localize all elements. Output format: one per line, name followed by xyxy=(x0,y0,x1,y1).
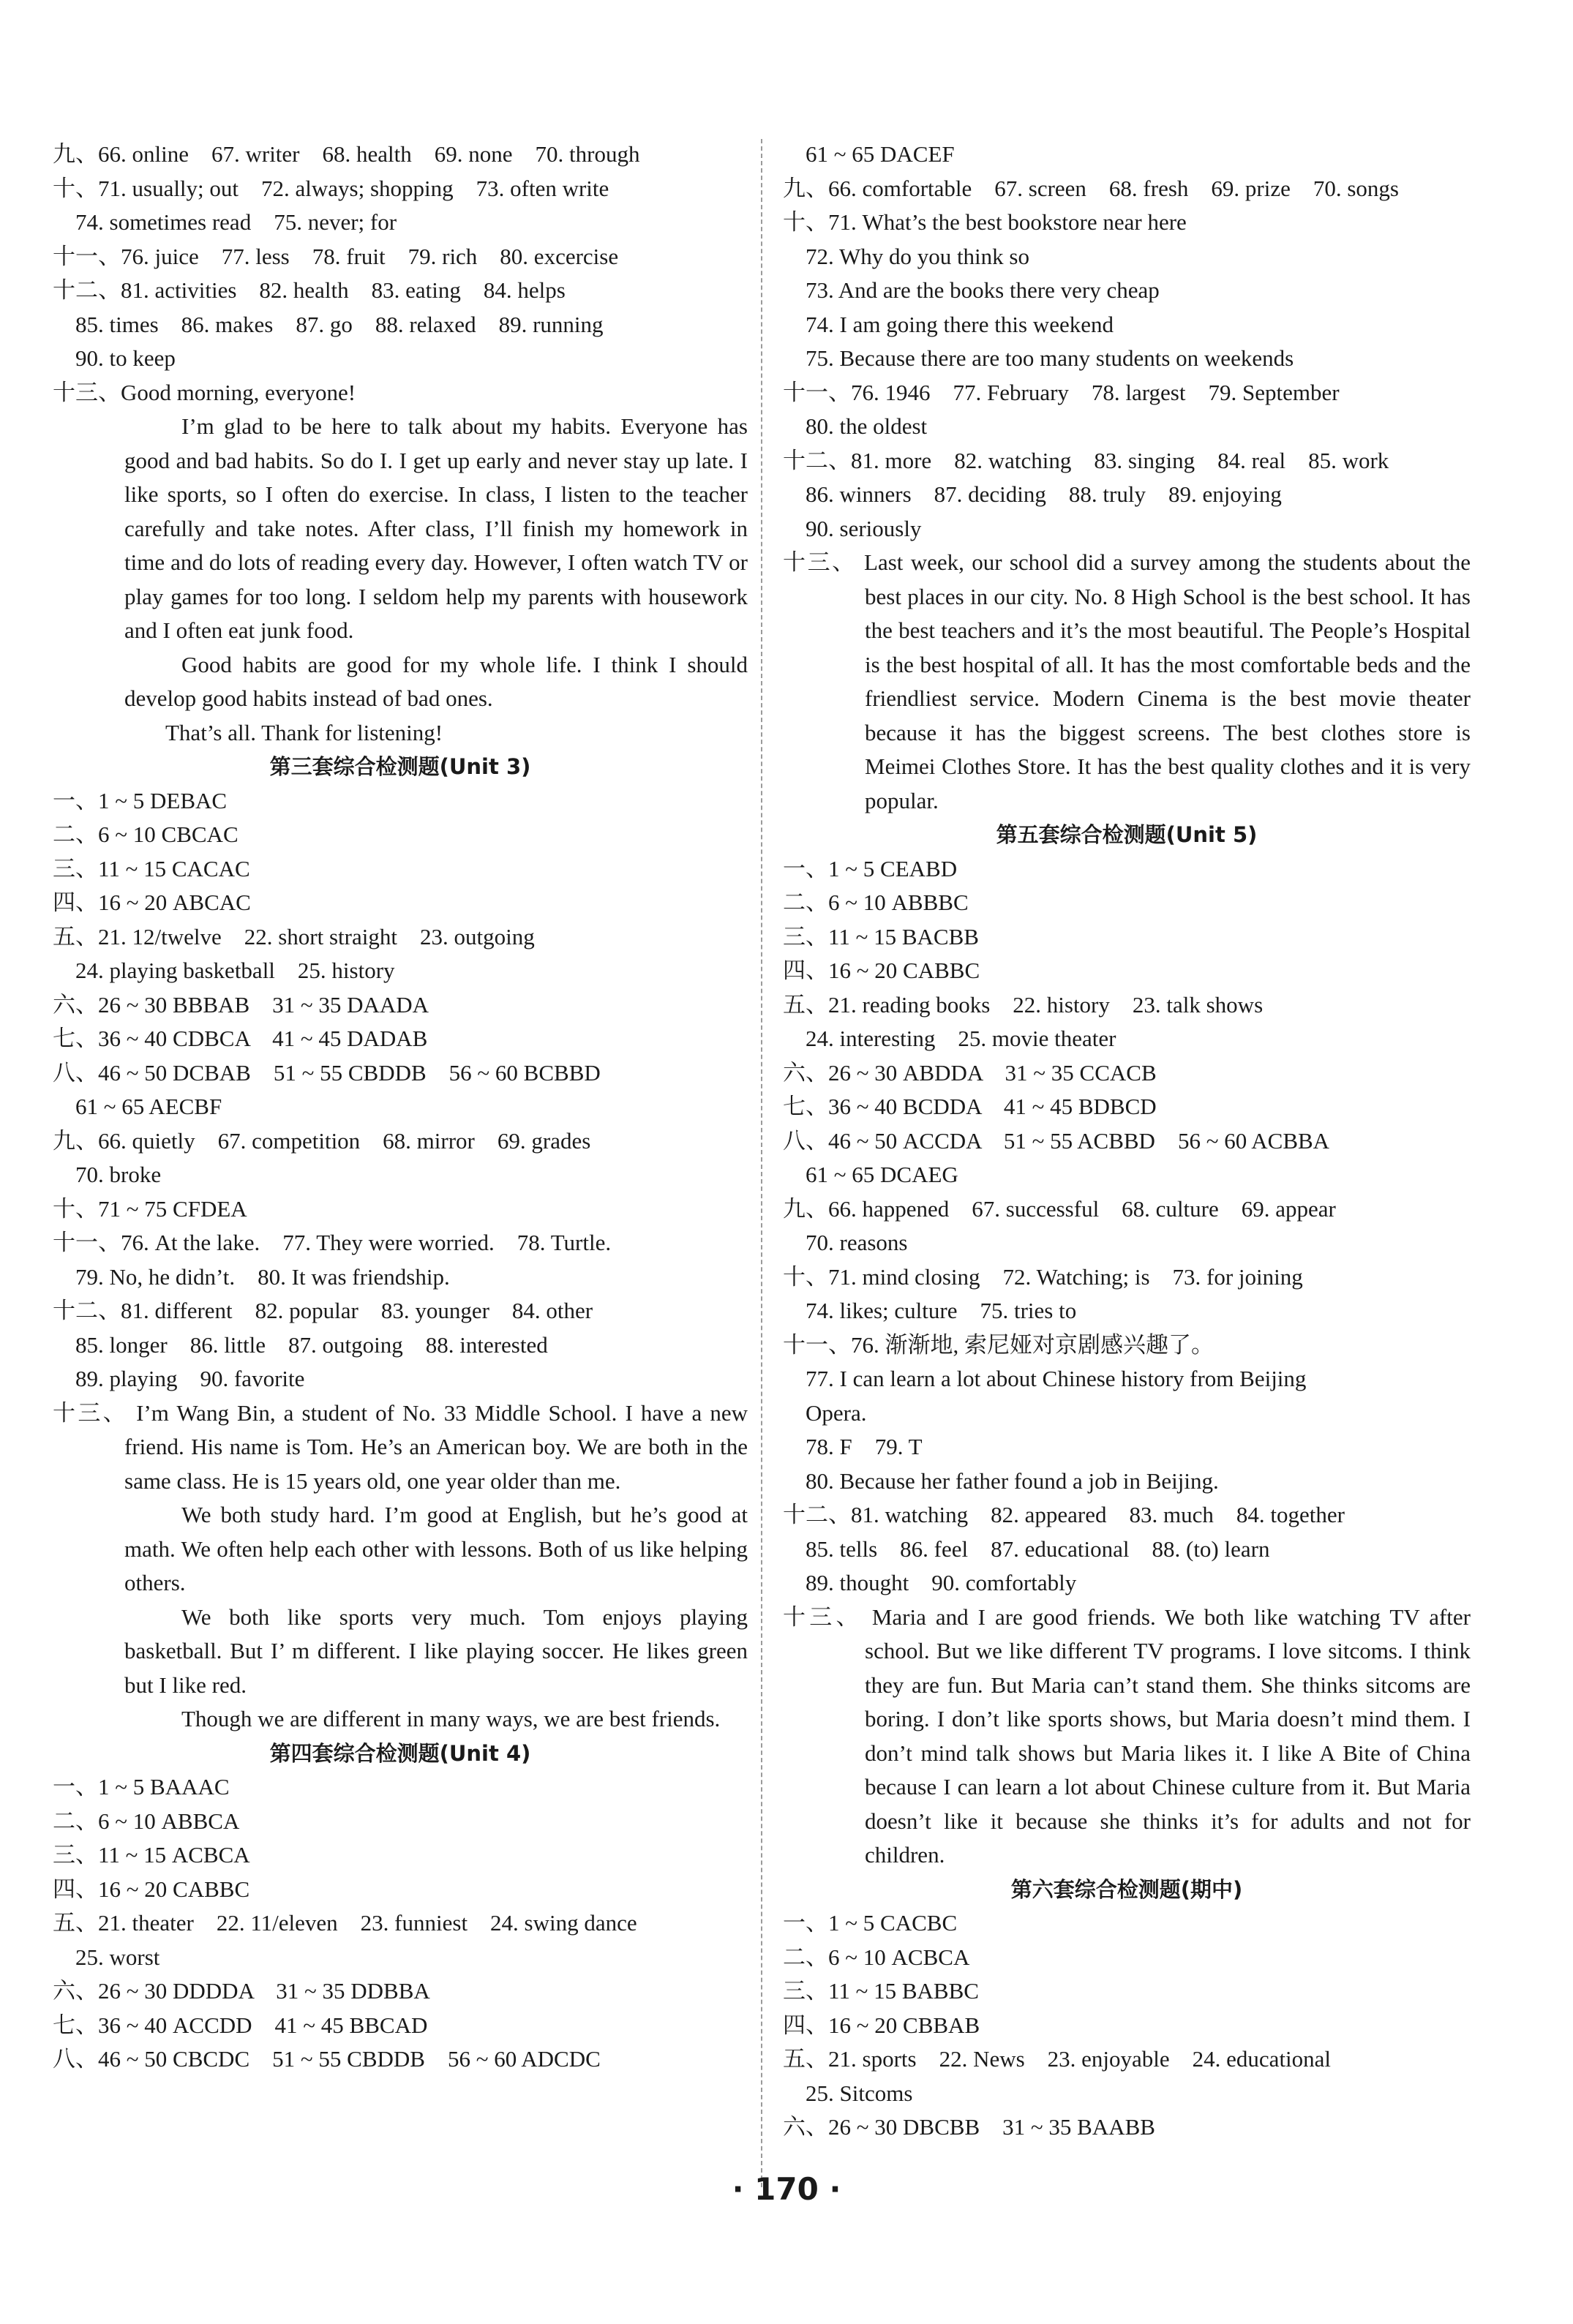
answer-line: 三、11 ~ 15 BACBB xyxy=(783,923,979,949)
essay-paragraph: We both study hard. I’m good at English, but he’s good at math. We often help each other with lessons. Both of us like helping others. xyxy=(124,1502,748,1595)
answer-line: 80. the oldest xyxy=(783,413,928,439)
column-divider xyxy=(761,139,762,2187)
answer-line: 一、1 ~ 5 CEABD xyxy=(783,855,958,881)
answer-line: 61 ~ 65 DCAEG xyxy=(783,1162,958,1187)
essay-best-places: 十三、 Last week, our school did a survey among the students about the best places in our city. No. 8 High School is the best school. It has the best teachers and it’s the most beautiful. The People’s Hospital is the best hospital of all. It has the most comfortable beds and the friendliest service. Modern Cinema is the best movie theater because it has the biggest screens. The best clothes store is Meimei Clothes Store. It has the best quality clothes and it is very popular. xyxy=(783,549,1471,813)
essay-habits xyxy=(53,410,748,750)
answer-line: 75. Because there are too many students on weekends xyxy=(783,345,1294,371)
essay-paragraph: Though we are different in many ways, we are best friends. xyxy=(181,1706,721,1731)
answer-line: 十二、81. activities 82. health 83. eating 84. helps xyxy=(53,277,566,303)
answer-line: 85. tells 86. feel 87. educational 88. (to) learn xyxy=(783,1535,1270,1562)
answer-line: 四、16 ~ 20 CBBAB xyxy=(783,2012,980,2038)
answers-unit4-remainder xyxy=(783,138,1471,546)
answer-line: 十、71. mind closing 72. Watching; is 73. for joining xyxy=(783,1263,1303,1290)
answer-line: 25. Sitcoms xyxy=(783,2080,913,2106)
answer-line: 80. Because her father found a job in Beijing. xyxy=(783,1467,1219,1494)
answer-line: Opera. xyxy=(783,1399,867,1426)
answers-unit5 xyxy=(783,852,1471,1601)
answer-line: 十一、76. juice 77. less 78. fruit 79. rich 80. excercise xyxy=(53,243,619,269)
answer-line: 十、71. What’s the best bookstore near here xyxy=(783,209,1187,235)
answer-line: 四、16 ~ 20 ABCAC xyxy=(53,890,251,915)
answer-line: 三、11 ~ 15 BABBC xyxy=(783,1978,979,2004)
answer-line: 二、6 ~ 10 ABBBC xyxy=(783,890,969,915)
answer-line: 89. playing 90. favorite xyxy=(53,1366,305,1391)
answer-line: 十一、76. At the lake. 77. They were worried. 78. Turtle. xyxy=(53,1230,612,1255)
answer-line: 24. playing basketball 25. history xyxy=(53,958,395,983)
answer-line: 二、6 ~ 10 ACBCA xyxy=(783,1944,970,1970)
answers-unit4 xyxy=(53,1770,748,2077)
answer-line: 九、66. comfortable 67. screen 68. fresh 69. prize 70. songs xyxy=(783,175,1399,201)
answer-line: 八、46 ~ 50 DCBAB 51 ~ 55 CBDDB 56 ~ 60 BCBBD xyxy=(53,1059,601,1086)
answer-line: 五、21. 12/twelve 22. short straight 23. outgoing xyxy=(53,923,535,949)
page-number: · 170 · xyxy=(732,2171,841,2207)
answer-line: 九、66. quietly 67. competition 68. mirror 69. grades xyxy=(53,1127,591,1154)
answer-line: 七、36 ~ 40 ACCDD 41 ~ 45 BBCAD xyxy=(53,2012,428,2038)
essay-paragraph: We both like sports very much. Tom enjoys playing basketball. But I’ m different. I like playing soccer. He likes green but I like red. xyxy=(124,1603,748,1698)
answer-line: 十二、81. more 82. watching 83. singing 84. real 85. work xyxy=(783,447,1389,473)
answer-line: 86. winners 87. deciding 88. truly 89. enjoying xyxy=(783,481,1282,507)
answer-line: 73. And are the books there very cheap xyxy=(783,277,1160,303)
answer-line: 一、1 ~ 5 BAAAC xyxy=(53,1774,230,1800)
answer-line: 79. No, he didn’t. 80. It was friendship. xyxy=(53,1263,450,1290)
answer-line: 三、11 ~ 15 CACAC xyxy=(53,855,250,881)
answer-line: 70. broke xyxy=(53,1162,162,1187)
answer-line: 一、1 ~ 5 DEBAC xyxy=(53,787,228,813)
answer-line: 74. likes; culture 75. tries to xyxy=(783,1298,1077,1323)
essay-paragraph: That’s all. Thank for listening! xyxy=(165,719,443,745)
answer-line: 90. to keep xyxy=(53,345,176,371)
answer-line: 25. worst xyxy=(53,1944,160,1970)
answer-line: 90. seriously xyxy=(783,515,922,541)
answer-line: 三、11 ~ 15 ACBCA xyxy=(53,1842,250,1868)
answer-line: 七、36 ~ 40 BCDDA 41 ~ 45 BDBCD xyxy=(783,1094,1157,1119)
left-column xyxy=(53,138,748,2077)
answer-line: 78. F 79. T xyxy=(783,1434,923,1459)
answers-midterm xyxy=(783,1906,1471,2145)
answer-line: 十二、81. watching 82. appeared 83. much 84. together xyxy=(783,1502,1345,1527)
answer-line: 十一、76. 渐渐地, 索尼娅对京剧感兴趣了。 xyxy=(783,1331,1214,1358)
section-title-unit3: 第三套综合检测题(Unit 3) xyxy=(269,754,531,779)
answer-line: 24. interesting 25. movie theater xyxy=(783,1026,1116,1051)
answer-line: 七、36 ~ 40 CDBCA 41 ~ 45 DADAB xyxy=(53,1026,428,1051)
answer-line: 六、26 ~ 30 DDDDA 31 ~ 35 DDBBA xyxy=(53,1978,430,2004)
answers-unit3 xyxy=(53,784,748,1396)
answer-line: 十、71. usually; out 72. always; shopping 73. often write xyxy=(53,175,609,201)
answer-line: 五、21. reading books 22. history 23. talk shows xyxy=(783,991,1264,1018)
essay-paragraph: Good habits are good for my whole life. I think I should develop good habits instead of bad ones. xyxy=(124,651,748,711)
answer-line: 六、26 ~ 30 ABDDA 31 ~ 35 CCACB xyxy=(783,1059,1157,1086)
answer-line: 72. Why do you think so xyxy=(783,243,1029,269)
answer-line: 十、71 ~ 75 CFDEA xyxy=(53,1195,247,1222)
answer-line: 五、21. sports 22. News 23. enjoyable 24. educational xyxy=(783,2046,1332,2072)
answer-line: 一、1 ~ 5 CACBC xyxy=(783,1910,958,1936)
answer-line: 二、6 ~ 10 ABBCA xyxy=(53,1808,240,1834)
answer-line: 85. times 86. makes 87. go 88. relaxed 89. running xyxy=(53,311,604,337)
answer-line: 五、21. theater 22. 11/eleven 23. funniest 24. swing dance xyxy=(53,1910,637,1936)
answer-line: 九、66. online 67. writer 68. health 69. none 70. through xyxy=(53,141,640,167)
answer-line: 89. thought 90. comfortably xyxy=(783,1570,1077,1595)
answer-line: 85. longer 86. little 87. outgoing 88. interested xyxy=(53,1331,548,1358)
answer-line: 九、66. happened 67. successful 68. culture 69. appear xyxy=(783,1195,1336,1222)
answer-line: 61 ~ 65 DACEF xyxy=(783,141,955,167)
essay-new-friend xyxy=(53,1396,748,1737)
essay-paragraph: I’m glad to be here to talk about my habits. Everyone has good and bad habits. So do I. I get up early and never stay up late. I like sports, so I often do exercise. In class, I listen to the teacher carefully and take notes. After class, I’ll finish my homework in time and do lots of reading every day. However, I often watch TV or play games for too long. I seldom help my parents with housework and I often eat junk food. xyxy=(124,413,748,643)
answer-line: 77. I can learn a lot about Chinese history from Beijing xyxy=(783,1366,1307,1391)
answer-line: 六、26 ~ 30 BBBAB 31 ~ 35 DAADA xyxy=(53,991,429,1018)
answer-line: 十二、81. different 82. popular 83. younger 84. other xyxy=(53,1298,593,1323)
answer-line: 四、16 ~ 20 CABBC xyxy=(783,958,980,983)
answer-line: 十三、Good morning, everyone! xyxy=(53,379,356,405)
essay-paragraph: 十三、 I’m Wang Bin, a student of No. 33 Middle School. I have a new friend. His name is Tom. He’s an American boy. We are both in the same class. He is 15 years old, one year older than me. xyxy=(53,1399,748,1494)
section-title-midterm: 第六套综合检测题(期中) xyxy=(1010,1876,1243,1902)
answer-line: 八、46 ~ 50 ACCDA 51 ~ 55 ACBBD 56 ~ 60 ACBBA xyxy=(783,1127,1330,1154)
essay-tv-programs: 十三、 Maria and I are good friends. We both like watching TV after school. But we like different TV programs. I love sitcoms. I think they are fun. But Maria can’t stand them. She thinks sitcoms are boring. I don’t like sports shows, but Maria doesn’t mind them. I don’t mind talk shows but Maria likes it. I like A Bite of China because I can learn a lot about Chinese culture from it. But Maria doesn’t like it because she thinks it’s for adults and not for children. xyxy=(783,1603,1471,1868)
section-title-unit4: 第四套综合检测题(Unit 4) xyxy=(269,1740,531,1766)
answer-line: 61 ~ 65 AECBF xyxy=(53,1094,222,1119)
answer-line: 70. reasons xyxy=(783,1230,908,1255)
section-title-unit5: 第五套综合检测题(Unit 5) xyxy=(996,822,1258,847)
answer-line: 十一、76. 1946 77. February 78. largest 79. September xyxy=(783,379,1340,405)
answers-unit2-remainder xyxy=(53,138,748,410)
answer-line: 六、26 ~ 30 DBCBB 31 ~ 35 BAABB xyxy=(783,2114,1155,2140)
right-column xyxy=(783,138,1471,2145)
answer-line: 二、6 ~ 10 CBCAC xyxy=(53,821,239,847)
answer-line: 74. sometimes read 75. never; for xyxy=(53,209,397,235)
answer-line: 四、16 ~ 20 CABBC xyxy=(53,1876,250,1902)
answer-line: 74. I am going there this weekend xyxy=(783,311,1114,337)
answer-line: 八、46 ~ 50 CBCDC 51 ~ 55 CBDDB 56 ~ 60 ADCDC xyxy=(53,2046,601,2072)
